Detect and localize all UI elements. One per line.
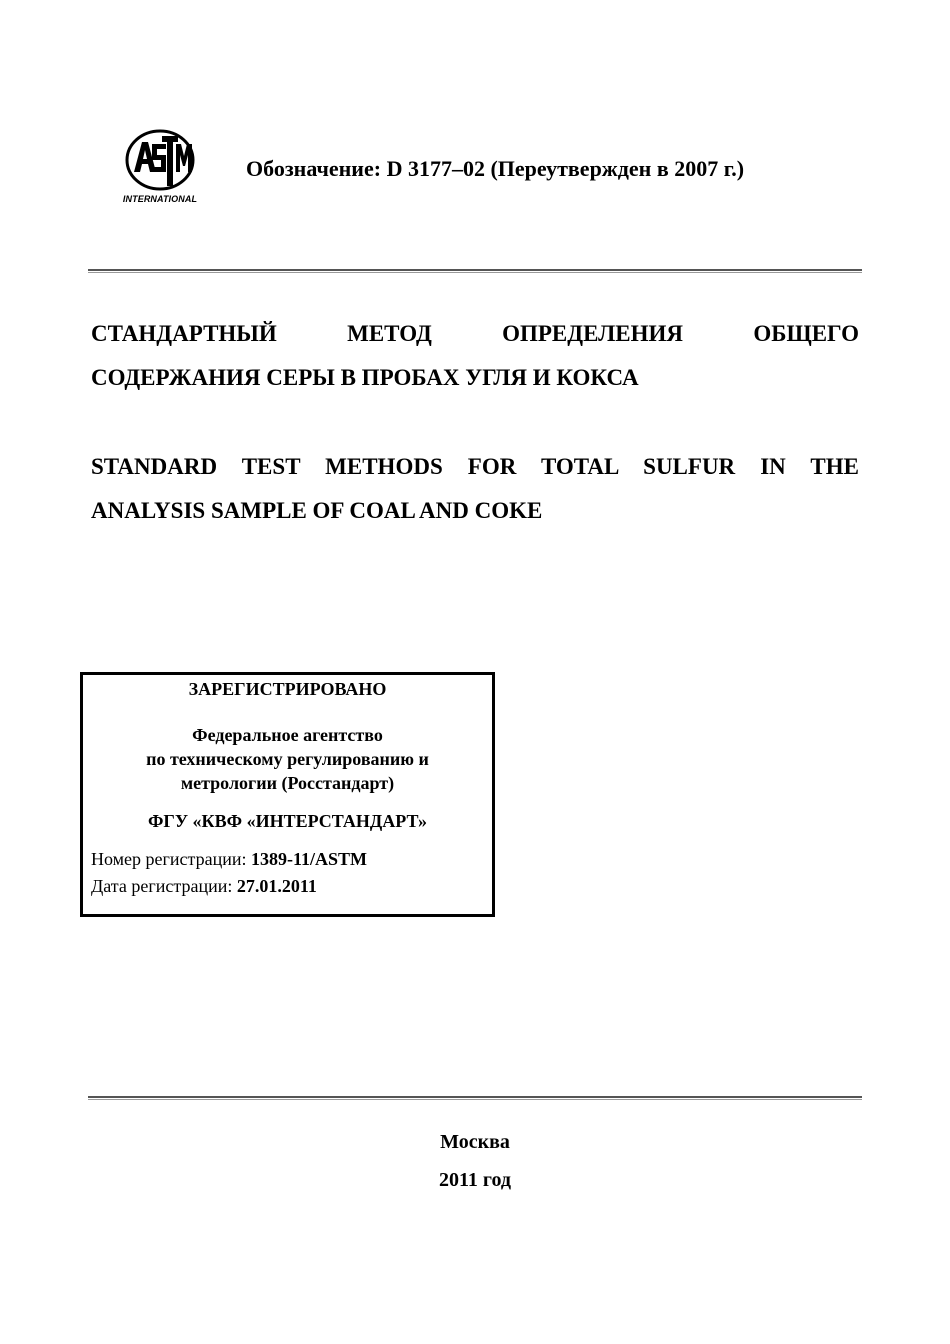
registration-date: [91, 876, 317, 897]
astm-logo: [118, 128, 202, 210]
registration-date-value: 27.01.2011: [236, 876, 317, 896]
astm-logo-icon: [118, 128, 202, 194]
agency-line-1: Федеральное агентство: [192, 725, 383, 745]
bottom-divider: [88, 1096, 862, 1100]
title-english-line-2: ANALYSIS SAMPLE OF COAL AND COKE: [91, 498, 543, 523]
registration-number: [91, 849, 367, 870]
registration-box: [80, 672, 495, 917]
agency-line-3: метрологии (Росстандарт): [180, 773, 395, 793]
title-russian: [91, 312, 859, 400]
agency-line-2: по техническому регулированию и: [146, 749, 429, 769]
registration-number-value: 1389-11/ASTM: [251, 849, 368, 869]
top-divider: [88, 269, 862, 273]
document-designation: Обозначение: D 3177–02 (Переутвержден в 2007 г.): [246, 156, 745, 181]
registration-agency: [83, 723, 492, 795]
publication-city: Москва: [440, 1131, 510, 1153]
title-russian-line-2: СОДЕРЖАНИЯ СЕРЫ В ПРОБАХ УГЛЯ И КОКСА: [91, 365, 639, 390]
registration-date-label: Дата регистрации:: [91, 876, 233, 896]
publication-year: 2011 год: [438, 1169, 512, 1191]
title-english: [91, 445, 859, 533]
registration-heading: ЗАРЕГИСТРИРОВАНО: [188, 679, 387, 699]
logo-subtitle: INTERNATIONAL: [122, 194, 198, 204]
registration-organization: ФГУ «КВФ «ИНТЕРСТАНДАРТ»: [147, 811, 428, 831]
title-english-line-1: STANDARD TEST METHODS FOR TOTAL SULFUR IN THE: [91, 454, 859, 479]
registration-number-label: Номер регистрации:: [91, 849, 247, 869]
title-russian-line-1: СТАНДАРТНЫЙ МЕТОД ОПРЕДЕЛЕНИЯ ОБЩЕГО: [91, 321, 859, 346]
